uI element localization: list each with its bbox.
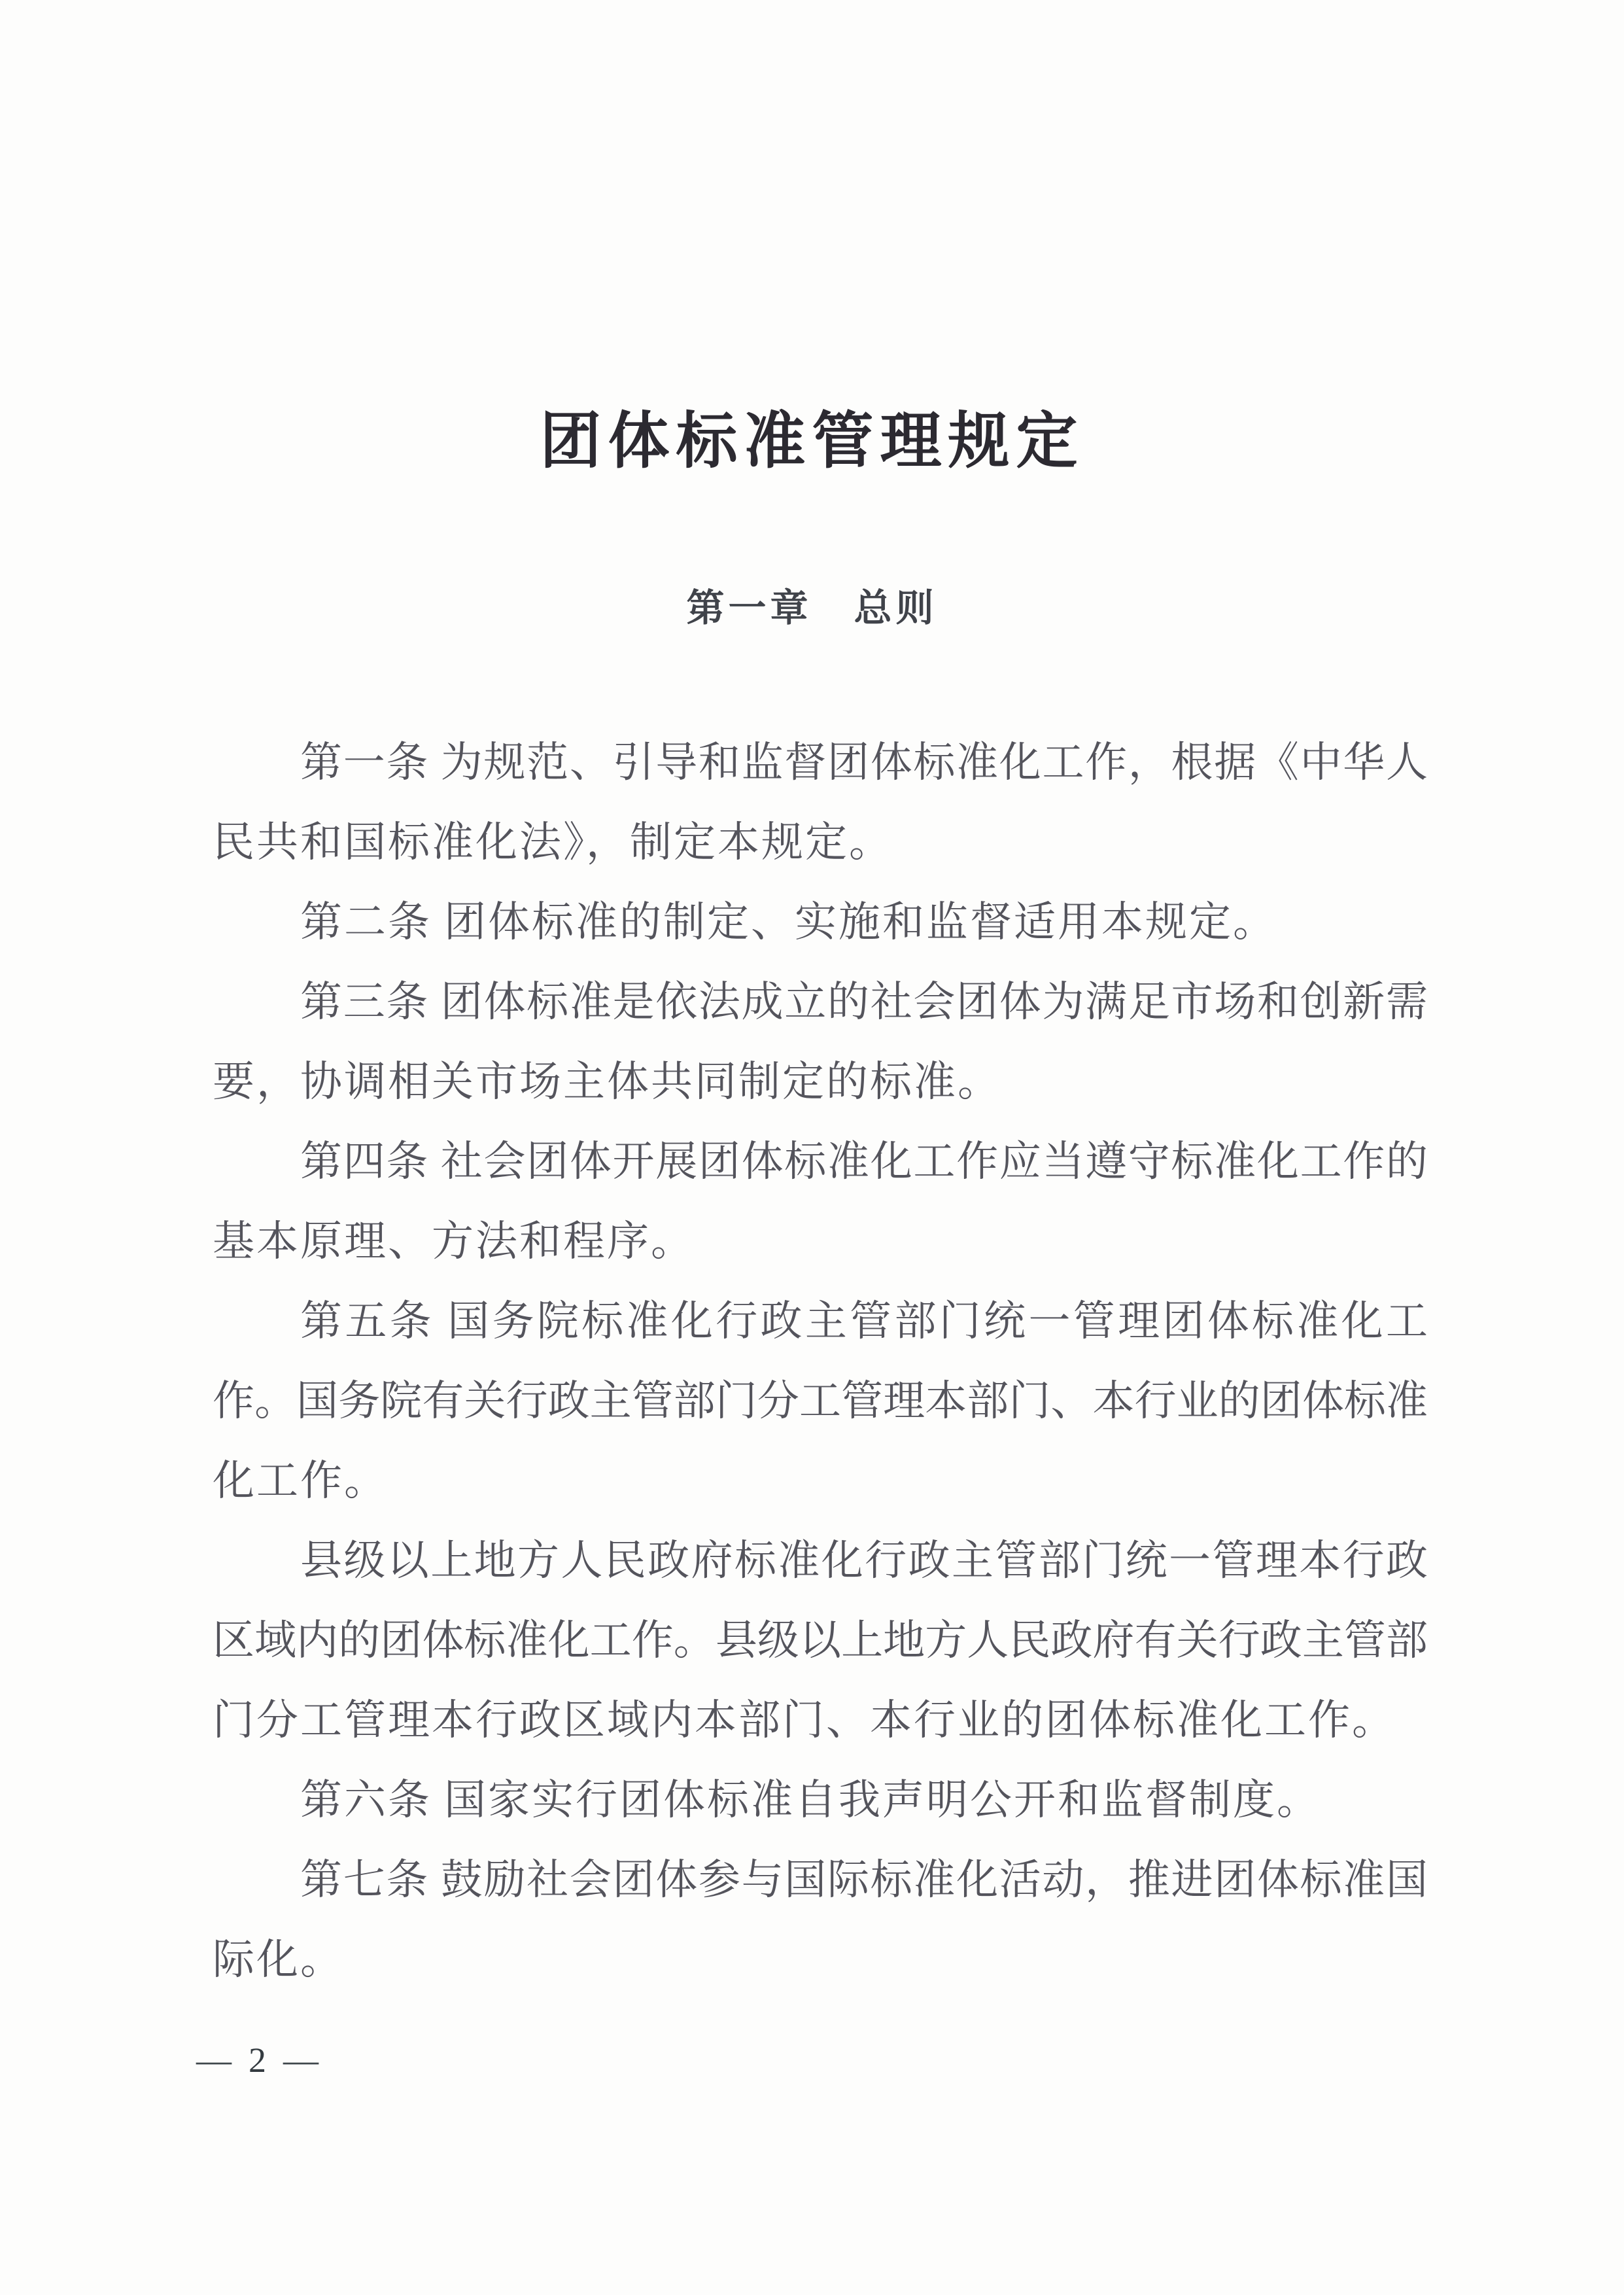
body-text <box>213 723 1428 2000</box>
body-line: 作。国务院有关行政主管部门分工管理本部门、本行业的团体标准 <box>213 1378 1428 1424</box>
body-line: 第六条 国家实行团体标准自我声明公开和监督制度。 <box>300 1777 1321 1823</box>
body-line: 第五条 国务院标准化行政主管部门统一管理团体标准化工 <box>300 1298 1428 1344</box>
page-title: 团体标准管理规定 <box>540 408 1084 476</box>
footer-dash-left: — <box>196 2041 232 2080</box>
page-footer <box>196 2040 319 2080</box>
body-line: 门分工管理本行政区域内本部门、本行业的团体标准化工作。 <box>213 1697 1396 1743</box>
body-line: 化工作。 <box>213 1458 388 1504</box>
body-line: 要，协调相关市场主体共同制定的标准。 <box>213 1059 1001 1105</box>
body-line: 第四条 社会团体开展团体标准化工作应当遵守标准化工作的 <box>300 1138 1428 1185</box>
footer-dash-right: — <box>283 2041 319 2080</box>
body-line: 第二条 团体标准的制定、实施和监督适用本规定。 <box>300 899 1277 945</box>
body-line: 际化。 <box>213 1936 344 1983</box>
page-number: 2 <box>249 2041 266 2080</box>
chapter-heading: 第一章 总则 <box>686 587 938 629</box>
body-line: 县级以上地方人民政府标准化行政主管部门统一管理本行政 <box>300 1537 1428 1584</box>
body-line: 区域内的团体标准化工作。县级以上地方人民政府有关行政主管部 <box>213 1617 1428 1664</box>
body-line: 民共和国标准化法》，制定本规定。 <box>213 819 893 866</box>
body-line: 第七条 鼓励社会团体参与国际标准化活动，推进团体标准国 <box>300 1857 1428 1903</box>
body-line: 基本原理、方法和程序。 <box>213 1218 695 1265</box>
body-line: 第三条 团体标准是依法成立的社会团体为满足市场和创新需 <box>300 979 1428 1025</box>
body-line: 第一条 为规范、引导和监督团体标准化工作，根据《中华人 <box>300 739 1428 786</box>
